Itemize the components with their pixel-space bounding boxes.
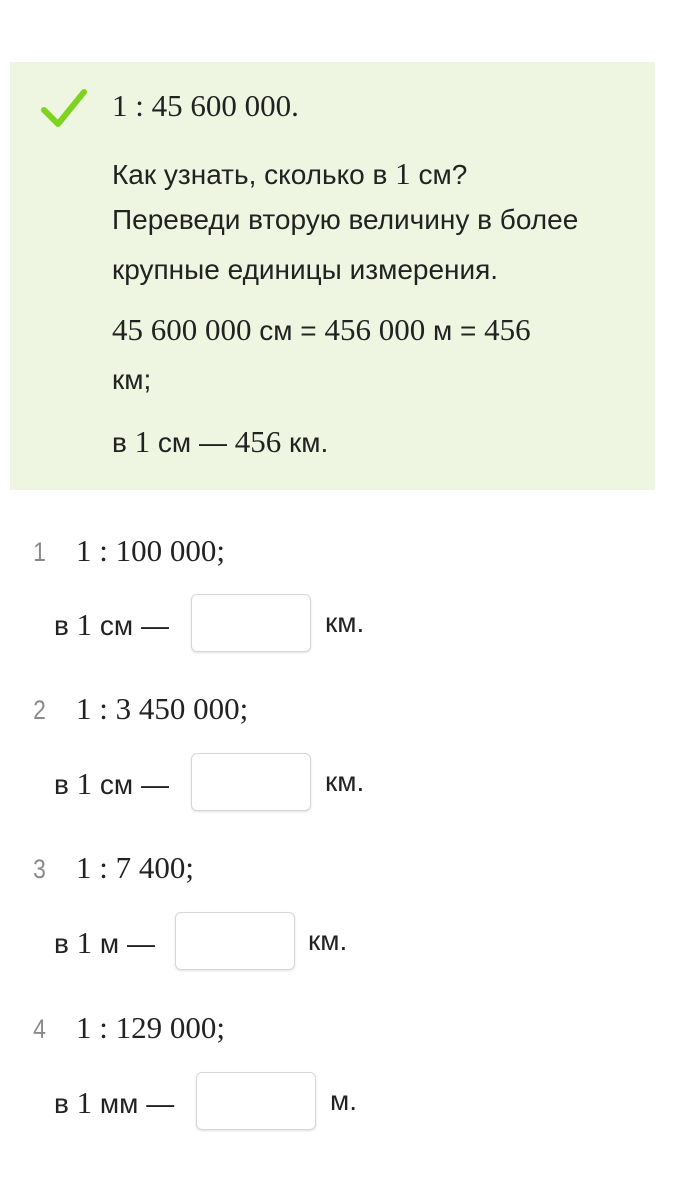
example-conversion-tail: км; xyxy=(112,364,152,395)
answer-input-2[interactable] xyxy=(191,753,311,811)
example-result: в 1 см — 456 км. xyxy=(112,424,329,459)
example-ratio: 1 : 45 600 000. xyxy=(112,88,299,123)
task-ratio: 1 : 3 450 000; xyxy=(76,691,249,726)
example-question: Как узнать, сколько в 1 см? xyxy=(112,156,468,191)
task-prompt: в 1 м — xyxy=(54,925,155,960)
example-hint-line1: Переведи вторую величину в более xyxy=(112,204,579,235)
task-unit: км. xyxy=(308,925,348,956)
task-prompt: в 1 мм — xyxy=(54,1085,175,1120)
task-unit: км. xyxy=(325,607,365,638)
task-number: 4 xyxy=(33,1014,46,1044)
task-number: 3 xyxy=(33,854,46,884)
answer-input-3[interactable] xyxy=(175,912,295,970)
task-unit: км. xyxy=(325,766,365,797)
task-prompt: в 1 см — xyxy=(54,766,169,801)
check-icon xyxy=(40,86,88,130)
task-ratio: 1 : 100 000; xyxy=(76,533,225,568)
task-number: 1 xyxy=(33,537,46,567)
example-hint-line2: крупные единицы измерения. xyxy=(112,254,499,285)
task-unit: м. xyxy=(330,1085,358,1116)
task-ratio: 1 : 7 400; xyxy=(76,850,194,885)
answer-input-4[interactable] xyxy=(196,1072,316,1130)
task-number: 2 xyxy=(33,695,46,725)
task-ratio: 1 : 129 000; xyxy=(76,1010,225,1045)
answer-input-1[interactable] xyxy=(191,594,311,652)
example-conversion: 45 600 000 см = 456 000 м = 456 xyxy=(112,312,531,347)
task-prompt: в 1 см — xyxy=(54,607,169,642)
